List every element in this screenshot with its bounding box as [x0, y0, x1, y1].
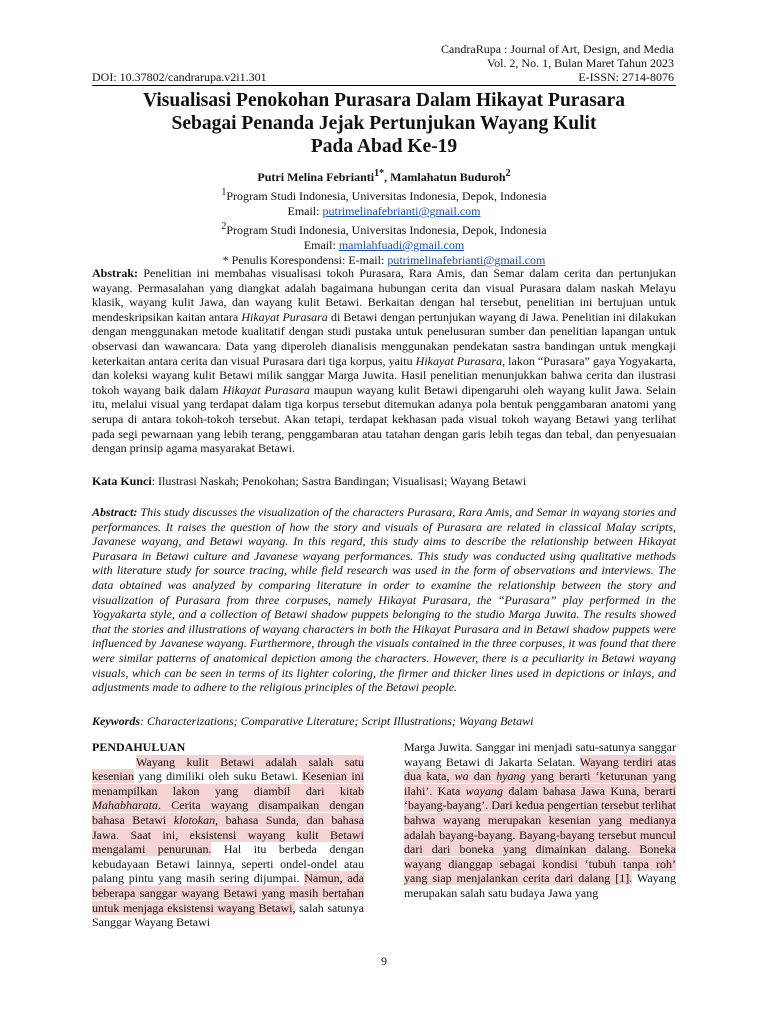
- abstract-english: Abstract: This study discusses the visualization of the characters Purasara, Rara Amis, and Semar in wayang stories and performances. It raises the question of how the story and visuals of Purasara are related in classical Malay scripts, Javanese wayang, and Betawi wayang. In this regard, this study aims to describe the relationship between Hikayat Purasara in Betawi culture and Javanese wayang performances. This study was conducted using qualitative methods with literature study for source tracing, while field research was used in the form of observations and interviews. The data obtained was analyzed by comparing literature in order to examine the relationship between the story and visualization of Purasara from three corpuses, namely Hikayat Purasara, the “Purasara” play performed in the Yogyakarta style, and a collection of Betawi shadow puppets belonging to the studio Marga Juwita. The results showed that the stories and illustrations of wayang characters in both the Hikayat Purasara and in Betawi shadow puppets were influenced by Javanese wayang. Furthermore, through the visuals contained in the three corpuses, it was found that there were similar patterns of anatomical depiction among the characters. However, there is a peculiarity in Betawi wayang visuals, which can be seen in terms of its lighter coloring, the firmer and thicker lines used in depictions or inlays, and adjustments made to adhere to the religious principles of the Betawi people.: [92, 505, 676, 695]
- email-2-link[interactable]: mamlahfuadi@gmail.com: [338, 238, 465, 252]
- page-number: 9: [381, 954, 387, 968]
- body-column-right: [404, 740, 676, 901]
- journal-header: [441, 42, 674, 84]
- title-line-2: Sebagai Penanda Jejak Pertunjukan Wayang Kulit: [171, 113, 597, 134]
- email-1-line: Email: putrimelinafebrianti@gmail.com: [287, 204, 481, 218]
- intro-paragraph-continued: Marga Juwita. Sanggar ini menjadi satu-satunya sanggar wayang Betawi di Jakarta Selatan. Wayang terdiri atas dua kata, wa dan hyang yang berarti ‘keturunan yang ilahi’. Kata wayang dalam bahasa Jawa Kuna, berarti ‘bayang-bayang’. Dari kedua pengertian tersebut terlihat bahwa wayang merupakan kesenian yang medianya adalah bayang-bayang. Bayang-bayang tersebut muncul dari dari boneka yang dimainkan dalang. Boneka wayang dianggap sebagai kondisi ‘tubuh tanpa roh’ yang siap menjalankan cerita dari dalang [1]. Wayang merupakan salah satu budaya Jawa yang: [404, 740, 676, 900]
- header-rule: [92, 85, 676, 86]
- intro-paragraph: Wayang kulit Betawi adalah salah satu kesenian yang dimiliki oleh suku Betawi. Kesenian ini menampilkan lakon yang diambil dari kitab Mahabharata. Cerita wayang disampaikan dengan bahasa Betawi klotokan, bahasa Sunda, dan bahasa Jawa. Saat ini, eksistensi wayang kulit Betawi mengalami penurunan. Hal itu berbeda dengan kebudayaan Betawi lainnya, seperti ondel-ondel atau palang pintu yang masih sering dijumpai. Namun, ada beberapa sanggar wayang Betawi yang masih bertahan untuk menjaga eksistensi wayang Betawi, salah satunya Sanggar Wayang Betawi: [92, 754, 365, 930]
- journal-name: CandraRupa : Journal of Art, Design, and Media: [441, 42, 674, 56]
- title-line-3: Pada Abad Ke-19: [310, 136, 458, 157]
- author-block: [92, 166, 676, 268]
- body-column-left: [92, 740, 364, 930]
- kata-kunci: Kata Kunci: Ilustrasi Naskah; Penokohan; Sastra Bandingan; Visualisasi; Wayang Betawi: [92, 474, 527, 488]
- doi: DOI: 10.37802/candrarupa.v2i1.301: [92, 70, 267, 84]
- affiliation-1: $^1$Program Studi Indonesia, Universitas Indonesia, Depok, Indonesia: [221, 187, 547, 203]
- eissn: E-ISSN: 2714-8076: [578, 70, 674, 84]
- keywords-english: Keywords: Characterizations; Comparative Literature; Script Illustrations; Wayang Betawi: [92, 714, 534, 728]
- corresponding-line: * Penulis Korespondensi: E-mail: putrimelinafebrianti@gmail.com: [222, 253, 546, 267]
- abstrak: Abstrak: Penelitian ini membahas visualisasi tokoh Purasara, Rara Amis, dan Semar dalam cerita dan pertunjukan wayang. Permasalahan yang diangkat adalah bagaimana hubungan cerita dan visual Purasara dalam naskah Melayu klasik, wayang kulit Jawa, dan wayang kulit Betawi. Berkaitan dengan hal tersebut, penelitian ini bertujuan untuk mendeskripsikan kaitan antara Hikayat Purasara di Betawi dengan pertunjukan wayang di Jawa. Penelitian ini dilakukan dengan menggunakan metode kualitatif dengan studi pustaka untuk penelusuran sumber dan penelitian lapangan untuk observasi dan wawancara. Data yang diperoleh dianalisis menggunakan pendekatan sastra bandingan untuk mengkaji keterkaitan antara cerita dan visual Purasara dari tiga korpus, yaitu Hikayat Purasara, lakon “Purasara” gaya Yogyakarta, dan koleksi wayang kulit Betawi milik sanggar Marga Juwita. Hasil penelitian menunjukkan bahwa cerita dan ilustrasi tokoh wayang baik dalam Hikayat Purasara maupun wayang kulit Betawi dipengaruhi oleh wayang kulit Jawa. Selain itu, melalui visual yang terdapat dalam tiga korpus tersebut ditemukan adanya pola bentuk penggambaran anatomi yang serupa di antara tokoh-tokoh tersebut. Akan tetapi, terdapat kekhasan pada visual tokoh wayang Betawi yang terlihat pada segi pewarnaan yang lebih terang, penggambaran atau tatahan dengan garis lebih tegas dan tebal, dan penyesuaian dengan prinsip agama masyarakat Betawi.: [92, 266, 677, 456]
- paper-title: [92, 89, 676, 158]
- affiliation-2: $^2$Program Studi Indonesia, Universitas Indonesia, Depok, Indonesia: [221, 221, 547, 237]
- author-names: Putri Melina Febrianti$^{1*}$, Mamlahatun Buduroh$^2$: [257, 168, 511, 184]
- corresponding-email-link[interactable]: putrimelinafebrianti@gmail.com: [387, 253, 546, 267]
- title-line-1: Visualisasi Penokohan Purasara Dalam Hikayat Purasara: [143, 90, 625, 111]
- email-2-line: Email: mamlahfuadi@gmail.com: [303, 238, 465, 252]
- section-heading: PENDAHULUAN: [92, 740, 186, 754]
- email-1-link[interactable]: putrimelinafebrianti@gmail.com: [322, 204, 481, 218]
- journal-volume: Vol. 2, No. 1, Bulan Maret Tahun 2023: [486, 56, 674, 70]
